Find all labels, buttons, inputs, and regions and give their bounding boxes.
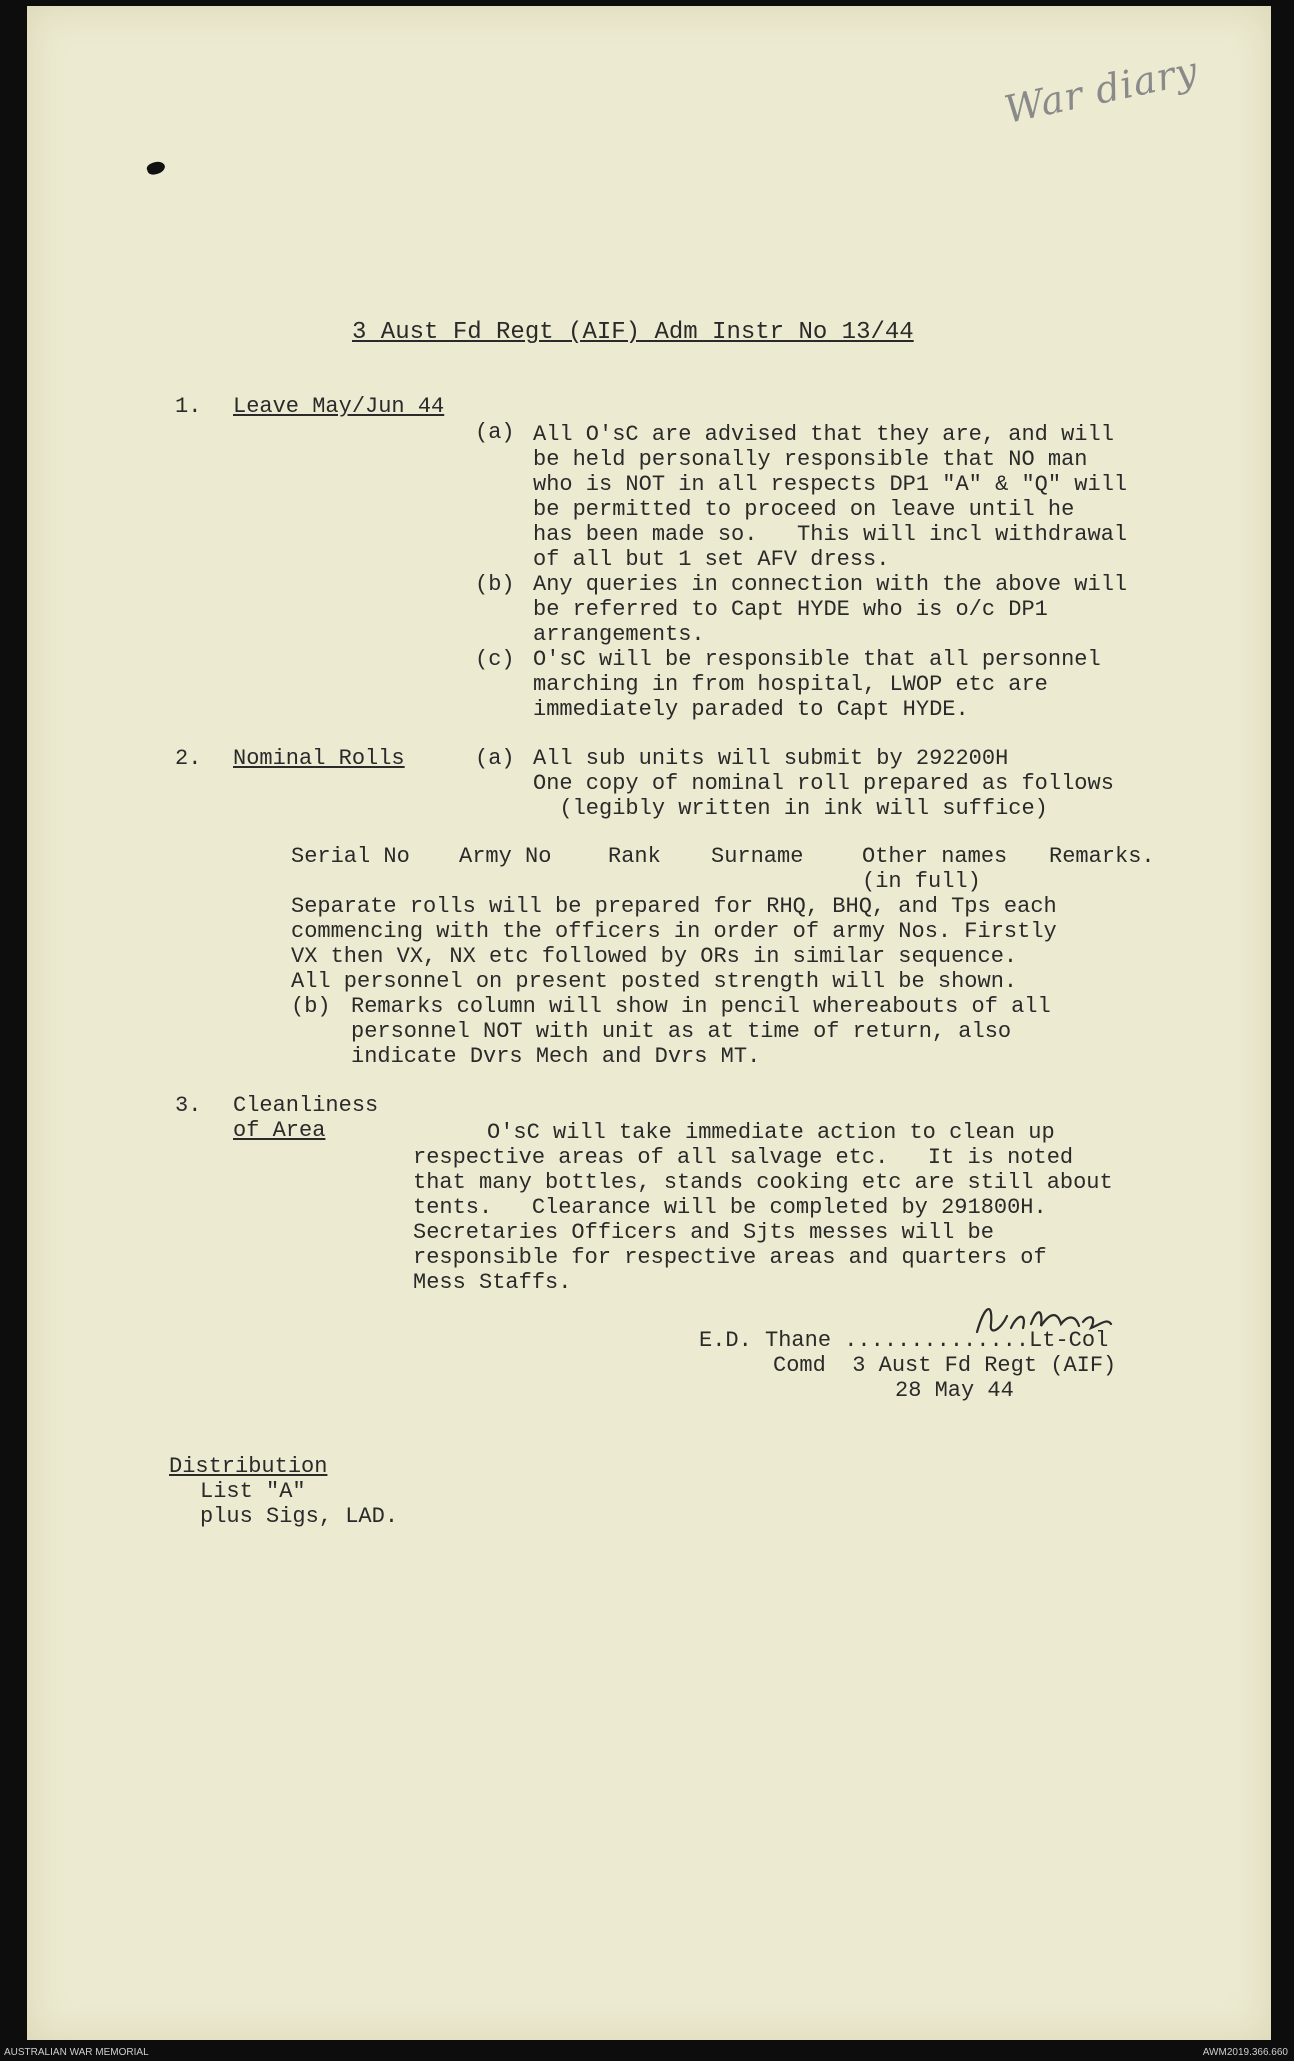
column-serial-no: Serial No [291, 844, 410, 869]
section-1c-line: marching in from hospital, LWOP etc are [533, 672, 1048, 697]
section-1c-marker: (c) [475, 647, 515, 672]
section-2b-marker: (b) [291, 994, 331, 1019]
section-3-line: respective areas of all salvage etc. It is noted [413, 1145, 1074, 1170]
section-2-body-line: Separate rolls will be prepared for RHQ, BHQ, and Tps each [291, 894, 1057, 919]
section-2a-line: One copy of nominal roll prepared as follows [533, 771, 1114, 796]
section-2b-line: indicate Dvrs Mech and Dvrs MT. [351, 1044, 761, 1069]
section-1b-line: arrangements. [533, 622, 705, 647]
section-2-heading: Nominal Rolls [233, 746, 405, 771]
section-3-line: Mess Staffs. [413, 1270, 572, 1295]
section-1b-marker: (b) [475, 572, 515, 597]
column-other-names: Other names [862, 844, 1008, 869]
section-1c-line: immediately paraded to Capt HYDE. [533, 697, 969, 722]
document-page [27, 6, 1271, 2040]
section-2b-line: personnel NOT with unit as at time of return, also [351, 1019, 1012, 1044]
section-1c-line: O'sC will be responsible that all personnel [533, 647, 1101, 672]
ink-mark [145, 159, 166, 176]
section-1a-line: be held personally responsible that NO man [533, 447, 1088, 472]
section-2-number: 2. [175, 746, 202, 771]
section-2-body-line: All personnel on present posted strength will be shown. [291, 969, 1018, 994]
section-1a-line: be permitted to proceed on leave until he [533, 497, 1075, 522]
archive-id: AWM2019.366.660 [1202, 2047, 1288, 2058]
signature-line: E.D. Thane ..............Lt-Col [699, 1328, 1109, 1353]
section-1-heading: Leave May/Jun 44 [233, 394, 445, 419]
section-3-line: tents. Clearance will be completed by 291800H. [413, 1195, 1047, 1220]
distribution-heading: Distribution [169, 1454, 328, 1479]
archive-footer [0, 2046, 1294, 2061]
section-1a-line: All O'sC are advised that they are, and will [533, 422, 1114, 447]
column-surname: Surname [711, 844, 804, 869]
section-1a-marker: (a) [475, 420, 515, 445]
section-1b-line: Any queries in connection with the above will [533, 572, 1128, 597]
section-1b-line: be referred to Capt HYDE who is o/c DP1 [533, 597, 1048, 622]
archive-name: AUSTRALIAN WAR MEMORIAL [4, 2047, 149, 2058]
section-2-body-line: commencing with the officers in order of army Nos. Firstly [291, 919, 1057, 944]
section-3-number: 3. [175, 1093, 202, 1118]
section-1a-line: has been made so. This will incl withdrawal [533, 522, 1128, 547]
section-3-first-line: O'sC will take immediate action to clean up [487, 1120, 1055, 1145]
column-army-no: Army No [459, 844, 552, 869]
distribution-list: List "A" [200, 1479, 306, 1504]
column-rank: Rank [608, 844, 661, 869]
signature-date: 28 May 44 [895, 1378, 1014, 1403]
section-3-line: that many bottles, stands cooking etc are still about [413, 1170, 1113, 1195]
document-title: 3 Aust Fd Regt (AIF) Adm Instr No 13/44 [352, 319, 914, 346]
section-2b-line: Remarks column will show in pencil whereabouts of all [351, 994, 1051, 1019]
section-1-number: 1. [175, 394, 202, 419]
distribution-extra: plus Sigs, LAD. [200, 1504, 399, 1529]
section-3-heading-2: of Area [233, 1118, 326, 1143]
section-1a-line: of all but 1 set AFV dress. [533, 547, 890, 572]
section-2a-line: (legibly written in ink will suffice) [533, 796, 1048, 821]
section-3-heading: Cleanliness [233, 1093, 379, 1118]
column-other-names-sub: (in full) [862, 869, 981, 894]
section-2-body-line: VX then VX, NX etc followed by ORs in similar sequence. [291, 944, 1018, 969]
section-2a-line: All sub units will submit by 292200H [533, 746, 1009, 771]
handwritten-note: War diary [1000, 48, 1202, 132]
signature-unit: Comd 3 Aust Fd Regt (AIF) [773, 1353, 1117, 1378]
section-3-line: responsible for respective areas and quarters of [413, 1245, 1047, 1270]
section-1a-line: who is NOT in all respects DP1 "A" & "Q" will [533, 472, 1128, 497]
section-2a-marker: (a) [475, 746, 515, 771]
section-3-line: Secretaries Officers and Sjts messes will be [413, 1220, 994, 1245]
column-remarks: Remarks. [1049, 844, 1155, 869]
